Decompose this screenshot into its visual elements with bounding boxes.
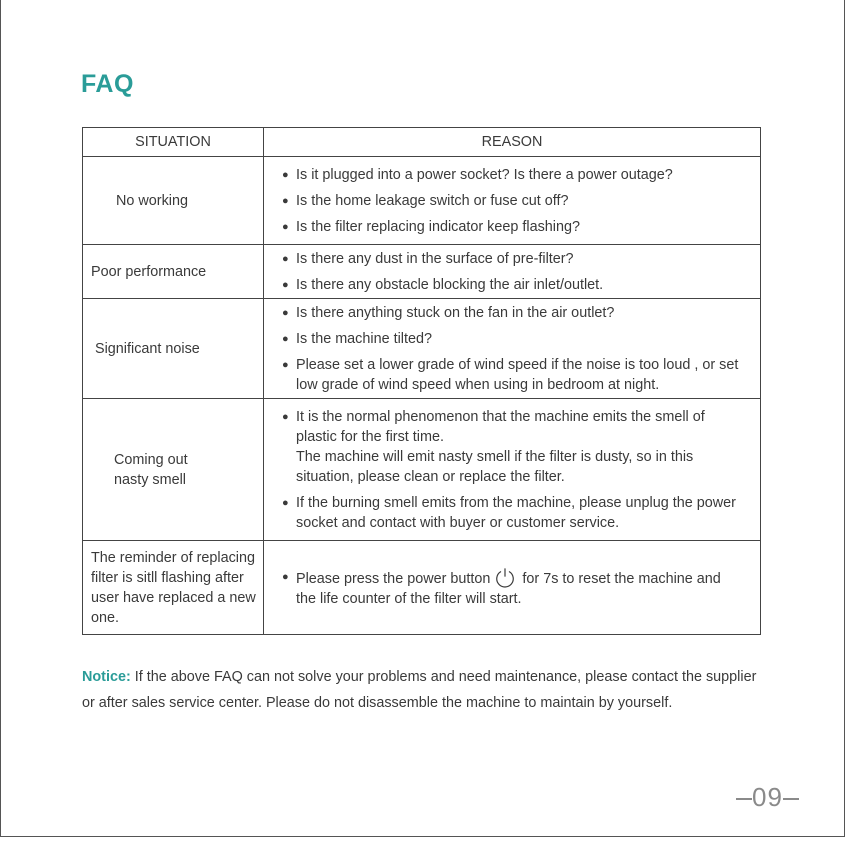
table-header-row <box>83 128 761 157</box>
reason-item: ● Is there anything stuck on the fan in the air outlet? <box>282 304 615 321</box>
table-row <box>83 399 761 541</box>
reason-item: ● Is it plugged into a power socket? Is there a power outage? <box>282 166 673 183</box>
header-reason: REASON <box>264 128 761 157</box>
notice-label: Notice: <box>82 669 131 685</box>
reason-cell <box>264 245 761 299</box>
reason-cell <box>264 399 761 541</box>
situation-text: Poor performance <box>91 263 207 280</box>
situation-cell <box>83 157 264 245</box>
reason-item: ● Is the home leakage switch or fuse cut off? <box>282 192 569 209</box>
situation-cell <box>83 299 264 399</box>
faq-table <box>82 127 761 635</box>
situation-text: The reminder of replacing filter is sitll flashing after user have replaced a new one. <box>91 549 256 626</box>
reason-note: The machine will emit nasty smell if the filter is dusty, so in this situation, please clean or replace the filter. <box>296 448 694 485</box>
situation-text: Coming out nasty smell <box>114 451 188 488</box>
reason-cell <box>264 157 761 245</box>
situation-cell <box>83 245 264 299</box>
table-row <box>83 299 761 399</box>
notice-paragraph <box>82 664 762 716</box>
table-row <box>83 157 761 245</box>
reason-cell <box>264 299 761 399</box>
reason-item: ● Is the machine tilted? <box>282 330 432 347</box>
page-number <box>736 782 799 813</box>
table-row <box>83 245 761 299</box>
situation-text: Significant noise <box>95 340 200 357</box>
situation-text: No working <box>116 192 188 209</box>
reason-item: ● It is the normal phenomenon that the machine emits the smell of plastic for the first time. <box>282 408 705 445</box>
reason-cell <box>264 541 761 635</box>
reason-item: ● Please press the power button for 7s to reset the machine and the life counter of the filter will start. <box>282 567 742 609</box>
table-row <box>83 541 761 635</box>
notice-text: If the above FAQ can not solve your problems and need maintenance, please contact the supplier or after sales service center. Please do not disassemble the machine to maintain by yourself. <box>82 669 757 711</box>
page-number-dash-left <box>736 798 752 800</box>
header-situation: SITUATION <box>83 128 264 157</box>
reason-item: ● Is there any obstacle blocking the air inlet/outlet. <box>282 276 604 293</box>
reason-item: ● Please set a lower grade of wind speed if the noise is too loud , or set low grade of wind speed when using in bedroom at night. <box>282 356 739 393</box>
page-number-text: 09 <box>752 782 783 812</box>
page-title: FAQ <box>81 70 134 98</box>
reason-item: ● If the burning smell emits from the machine, please unplug the power socket and contact with buyer or customer service. <box>282 494 736 531</box>
reason-item: ● Is there any dust in the surface of pre-filter? <box>282 250 574 267</box>
power-button-icon <box>494 567 516 589</box>
page-number-dash-right <box>783 798 799 800</box>
situation-cell <box>83 541 264 635</box>
situation-cell <box>83 399 264 541</box>
reason-item: ● Is the filter replacing indicator keep flashing? <box>282 218 580 235</box>
